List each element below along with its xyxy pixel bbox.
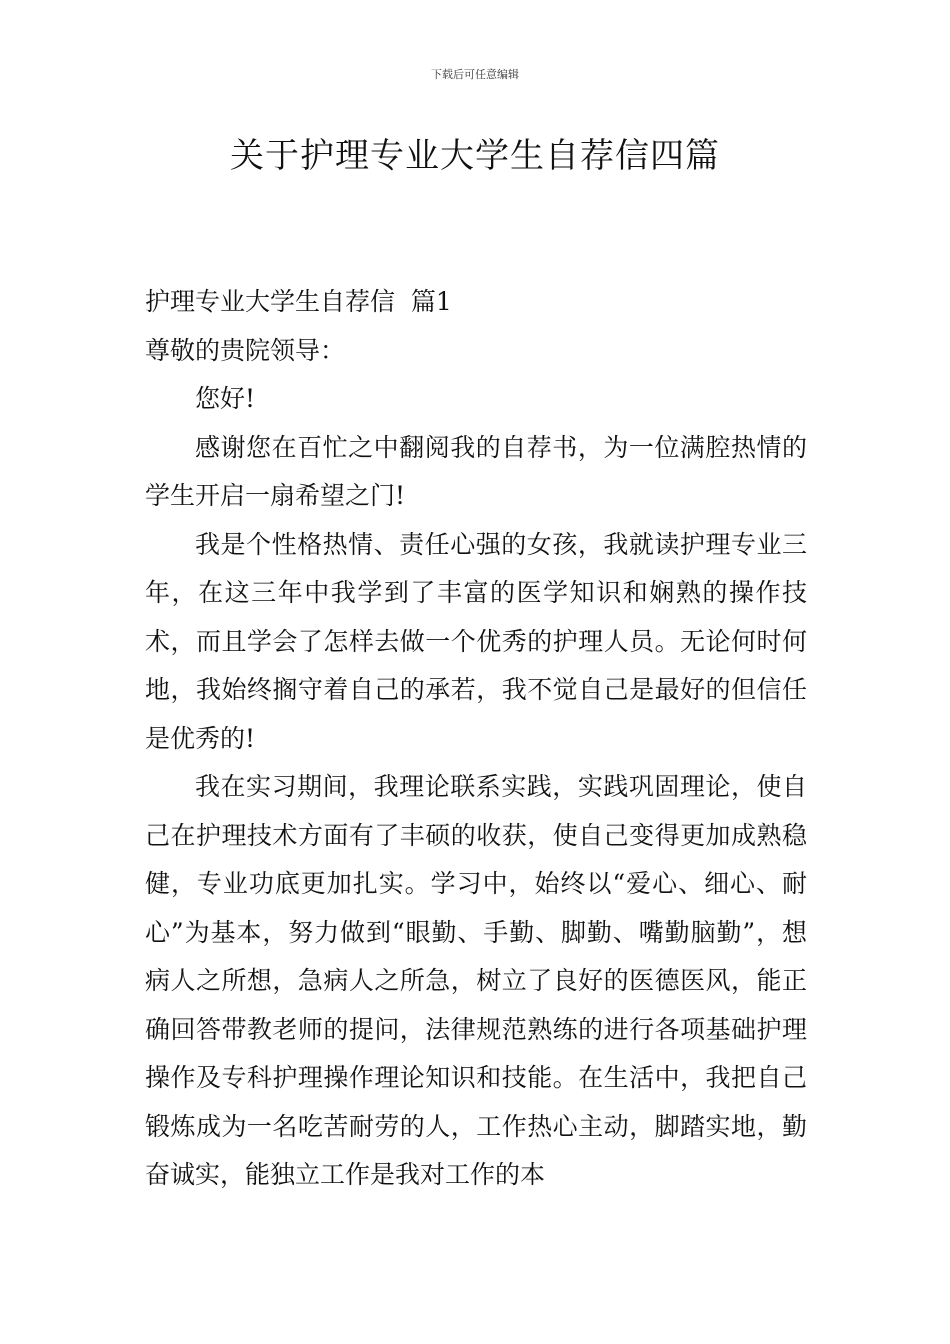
document-body xyxy=(145,278,807,1200)
paragraph-1: 感谢您在百忙之中翻阅我的自荐书，为一位满腔热情的学生开启一扇希望之门! xyxy=(145,432,807,510)
greeting: 您好! xyxy=(195,384,256,413)
salutation: 尊敬的贵院领导： xyxy=(145,335,346,365)
paragraph-2: 我是个性格热情、责任心强的女孩，我就读护理专业三年，在这三年中我学到了丰富的医学知识和娴熟的操作技术，而且学会了怎样去做一个优秀的护理人员。无论何时何地，我始终搁守着自己的承若，我不觉自己是最好的但信任是优秀的! xyxy=(145,529,807,753)
document-title: 关于护理专业大学生自荐信四篇 xyxy=(230,136,720,176)
paragraph-3: 我在实习期间，我理论联系实践，实践巩固理论，使自己在护理技术方面有了丰硕的收获，使自己变得更加成熟稳健，专业功底更加扎实。学习中，始终以“爱心、细心、耐心”为基本，努力做到“眼勤、手勤、脚勤、嘴勤脑勤”，想病人之所想，急病人之所急，树立了良好的医德医风，能正确回答带教老师的提问，法律规范熟练的进行各项基础护理操作及专科护理操作理论知识和技能。在生活中，我把自己锻炼成为一名吃苦耐劳的人，工作热心主动，脚踏实地，勤奋诚实，能独立工作是我对工作的本 xyxy=(145,772,807,1189)
section-heading: 护理专业大学生自荐信 篇1 xyxy=(145,287,452,316)
header-note: 下载后可任意编辑 xyxy=(431,68,519,81)
